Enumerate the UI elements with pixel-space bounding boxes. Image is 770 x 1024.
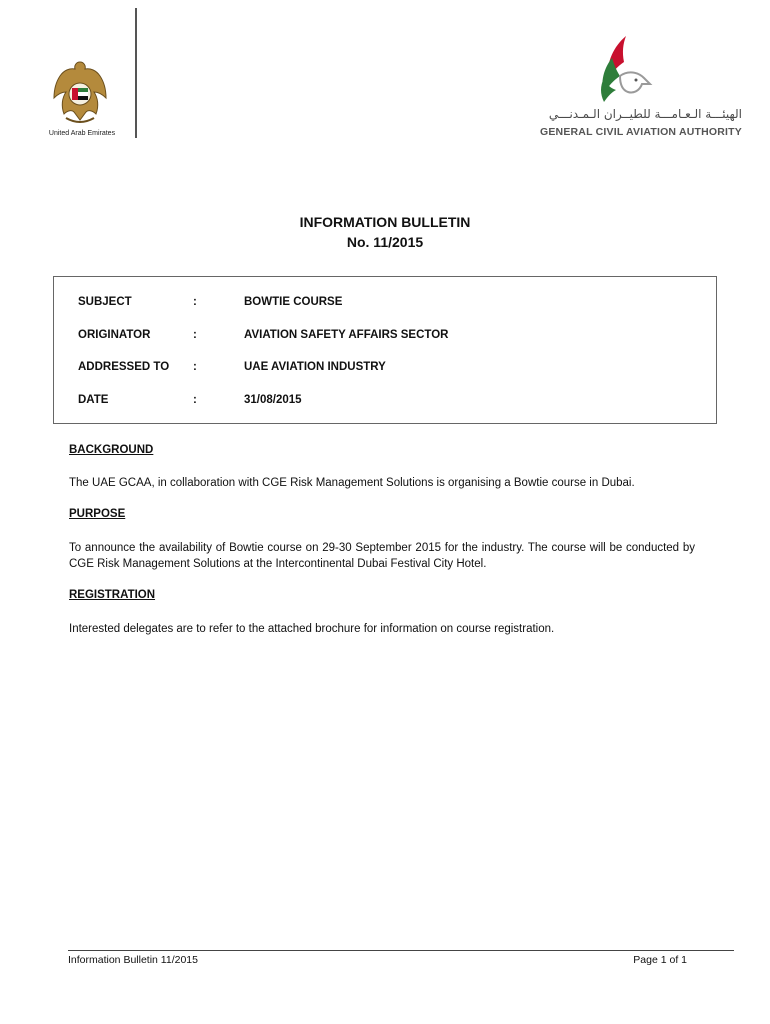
bulletin-title: INFORMATION BULLETIN [299, 214, 471, 230]
info-label: DATE [78, 394, 109, 406]
info-label: ORIGINATOR [78, 329, 151, 341]
info-separator: : [193, 329, 197, 341]
info-separator: : [193, 361, 197, 373]
bulletin-number: No. 11/2015 [346, 234, 424, 250]
section-text-purpose: To announce the availability of Bowtie course on 29-30 September 2015 for the industry. The course will be conducted by CGE Risk Management Solutions at the Intercontinental Dubai Festival City Hotel. [69, 542, 695, 570]
gcaa-english-name: GENERAL CIVIL AVIATION AUTHORITY [539, 126, 742, 138]
info-value: AVIATION SAFETY AFFAIRS SECTOR [244, 329, 449, 341]
footer-page-number: Page 1 of 1 [633, 954, 687, 966]
bulletin-info-box [53, 276, 717, 424]
gcaa-falcon-logo-icon [592, 32, 662, 112]
gcaa-arabic-name: الهيئـــة الـعـامـــة للطيــران الـمـدنـــي [548, 107, 742, 121]
uae-emblem-icon [48, 58, 112, 128]
info-separator: : [193, 296, 197, 308]
info-value: UAE AVIATION INDUSTRY [244, 361, 386, 373]
info-row-addressed-to [78, 361, 698, 377]
footer-document-ref: Information Bulletin 11/2015 [68, 954, 198, 966]
section-heading-purpose: PURPOSE [69, 508, 126, 520]
info-row-originator [78, 329, 698, 345]
footer-divider [68, 950, 734, 951]
letterhead [0, 0, 770, 150]
header-divider [135, 8, 137, 138]
info-value: 31/08/2015 [244, 394, 302, 406]
info-row-subject [78, 296, 698, 312]
section-text-background: The UAE GCAA, in collaboration with CGE Risk Management Solutions is organising a Bowtie course in Dubai. [69, 477, 635, 489]
uae-caption: United Arab Emirates [48, 130, 116, 137]
section-heading-registration: REGISTRATION [69, 589, 156, 601]
info-label: SUBJECT [78, 296, 132, 308]
section-heading-background: BACKGROUND [69, 444, 154, 456]
section-text-registration: Interested delegates are to refer to the attached brochure for information on course registration. [69, 623, 555, 635]
info-row-date [78, 394, 698, 410]
info-value: BOWTIE COURSE [244, 296, 343, 308]
info-label: ADDRESSED TO [78, 361, 170, 373]
info-separator: : [193, 394, 197, 406]
